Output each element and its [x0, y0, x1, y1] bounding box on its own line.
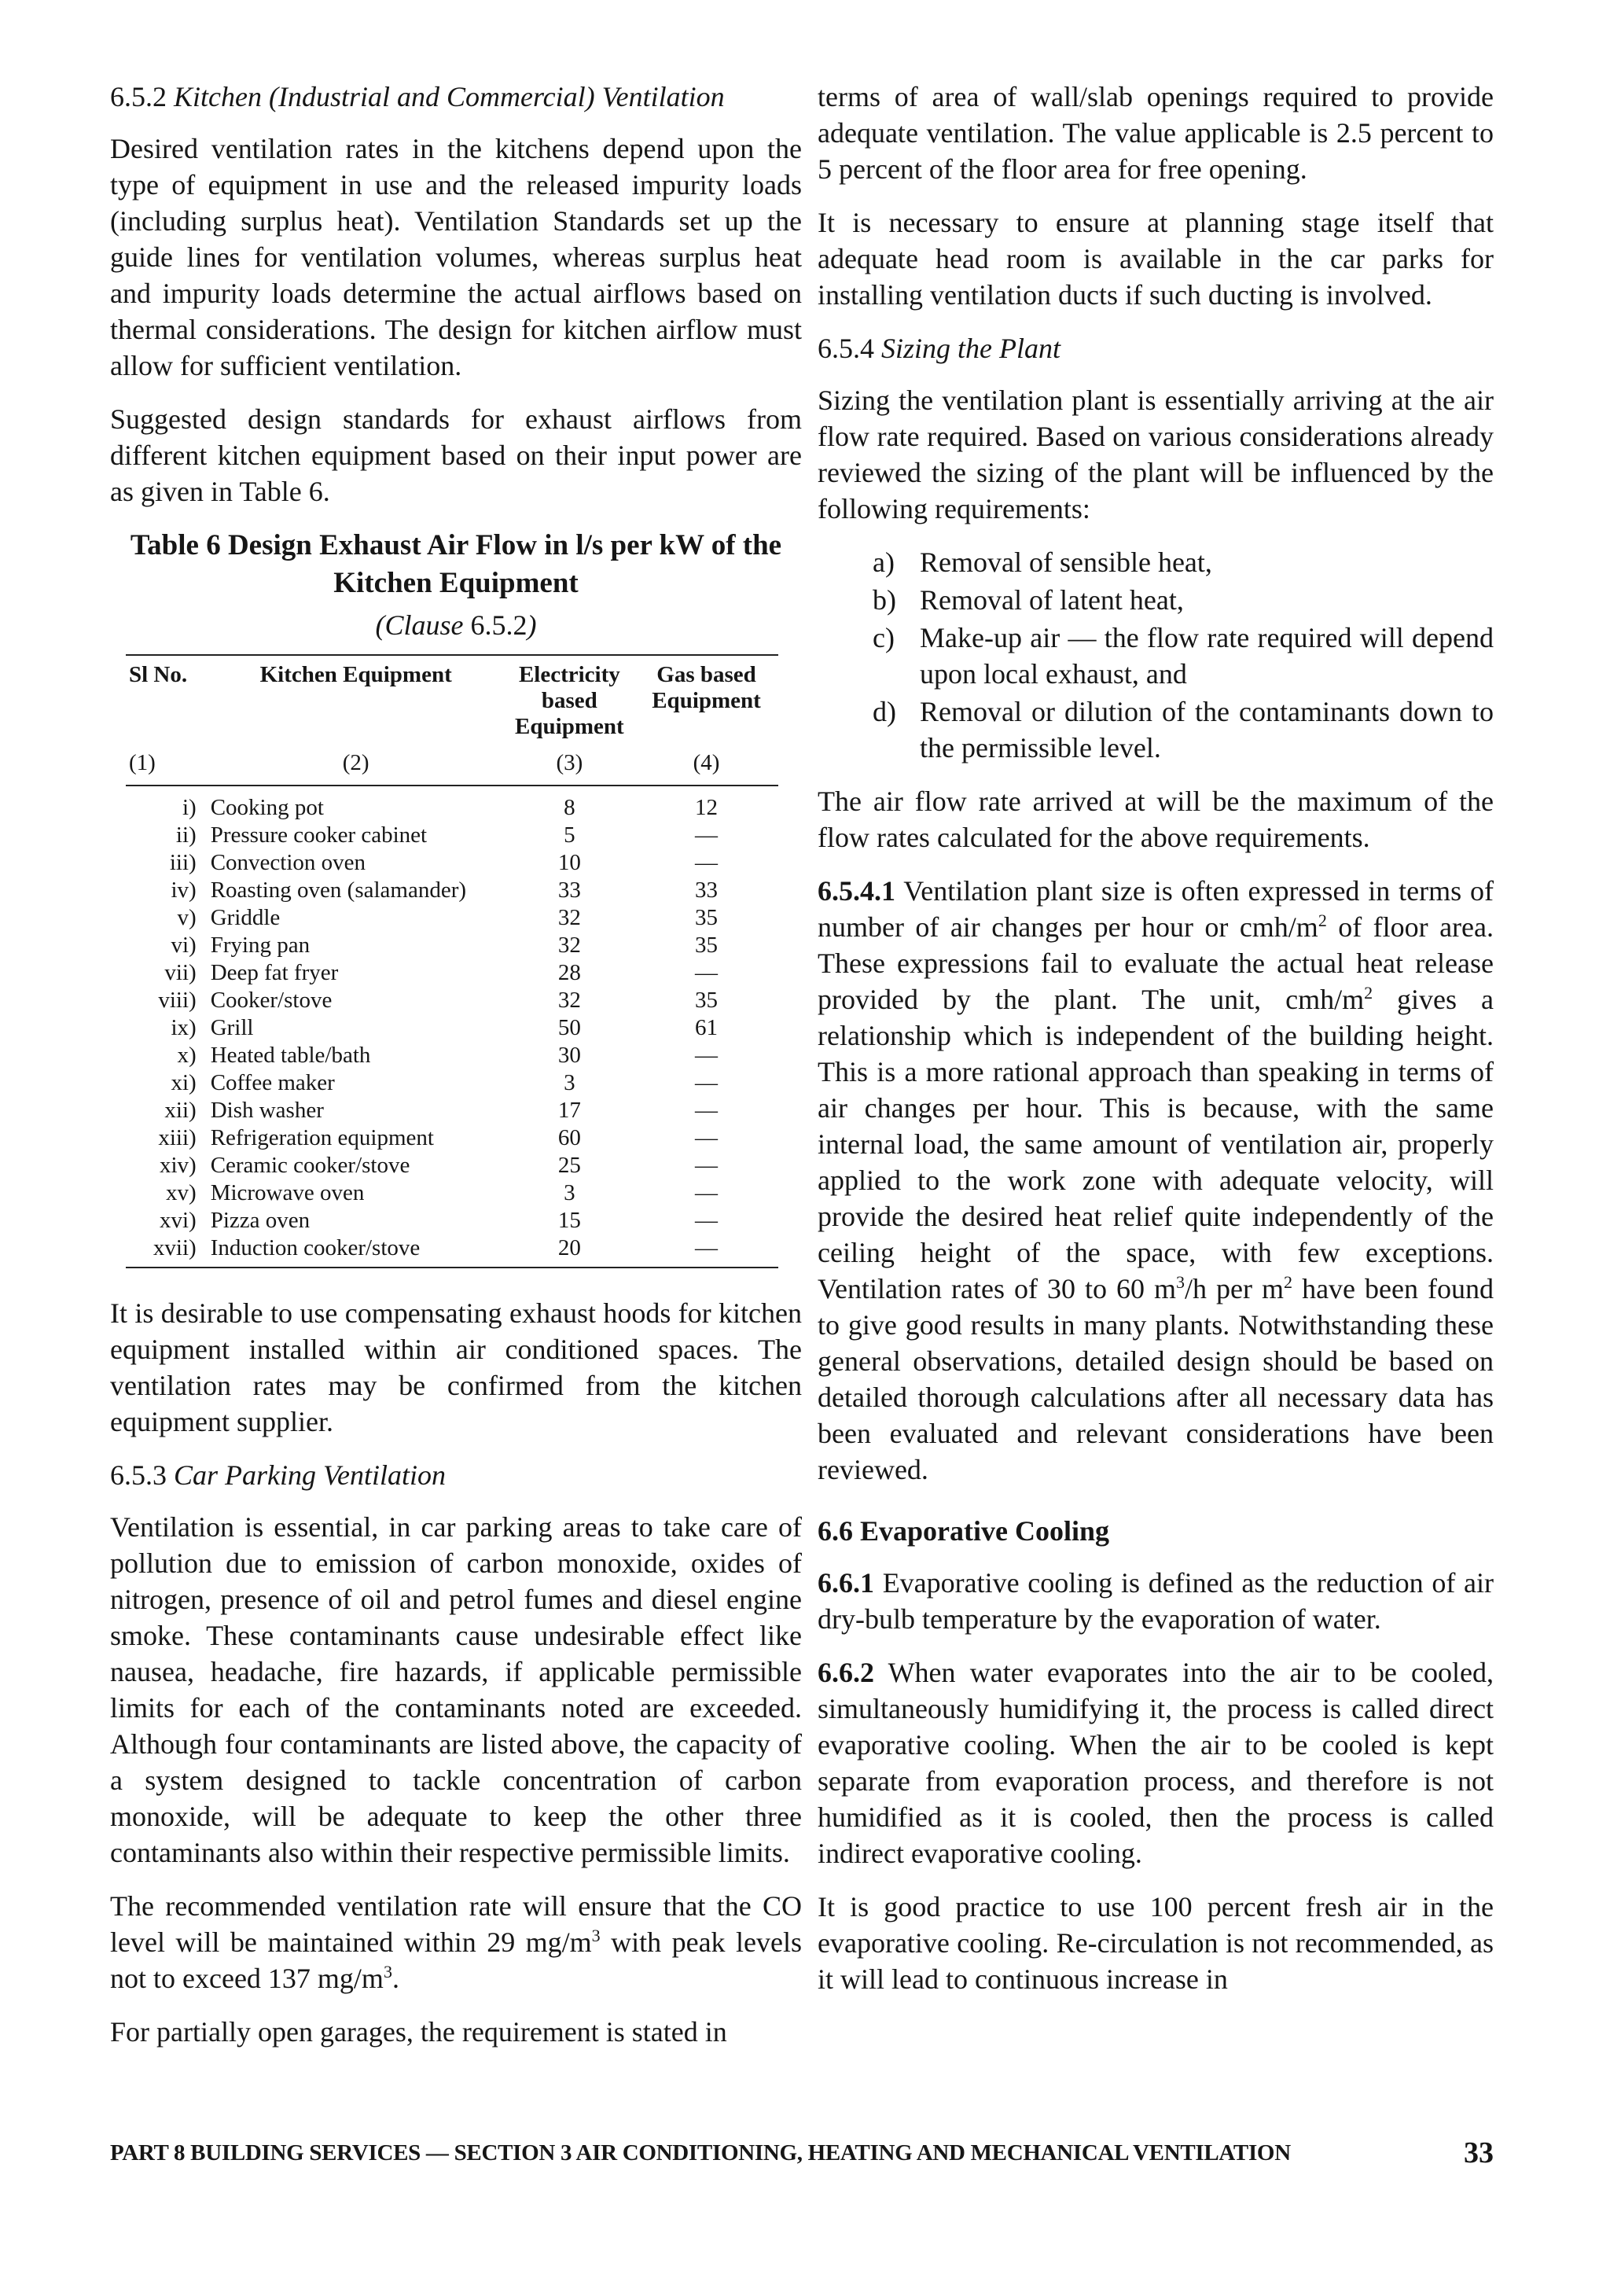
- table-row: [126, 1042, 778, 1069]
- clause-label: Clause: [384, 609, 464, 641]
- gas-cell: —: [695, 1125, 719, 1150]
- section-number: 6.5.4: [818, 333, 874, 364]
- header-electricity: Electricity based Equipment: [505, 655, 634, 745]
- electricity-cell: 32: [557, 933, 581, 958]
- superscript: 3: [383, 1962, 392, 1981]
- gas-cell: —: [695, 1070, 719, 1095]
- equipment-cell: Roasting oven (salamander): [210, 878, 467, 903]
- paragraph: It is necessary to ensure at planning stage itself that adequate head room is available in the car parks for installing ventilation ducts if such ducting is involved.: [818, 207, 1494, 311]
- gas-cell: —: [695, 960, 719, 985]
- equipment-cell: Convection oven: [210, 850, 366, 875]
- sl-no-cell: iii): [169, 850, 197, 875]
- electricity-cell: 60: [557, 1125, 581, 1150]
- paragraph: terms of area of wall/slab openings required to provide adequate ventilation. The value applicable is 2.5 percent to 5 percent of the floor area for free opening.: [818, 81, 1494, 185]
- gas-cell: —: [695, 1180, 719, 1205]
- list-item: [818, 694, 1494, 766]
- table-row: [126, 1152, 778, 1179]
- paragraph: For partially open garages, the requirement is stated in: [110, 2016, 727, 2048]
- equipment-cell: Cooking pot: [210, 795, 324, 820]
- gas-cell: —: [695, 850, 719, 875]
- table-clause: (Clause 6.5.2): [375, 609, 537, 641]
- superscript: 2: [1284, 1272, 1293, 1292]
- list-text: Make-up air — the flow rate required will depend upon local exhaust, and: [920, 622, 1494, 690]
- superscript: 2: [1318, 911, 1327, 930]
- requirements-list: [818, 544, 1494, 766]
- equipment-cell: Heated table/bath: [210, 1043, 371, 1068]
- table-row: [126, 1124, 778, 1152]
- text-run: of floor area. These expressions fail to evaluate the actual heat release provided by the plant. The unit, cmh/m: [818, 911, 1494, 1015]
- equipment-cell: Ceramic cooker/stove: [210, 1153, 410, 1178]
- gas-cell: —: [695, 822, 719, 848]
- paragraph: Suggested design standards for exhaust airflows from different kitchen equipment based on their input power are as given in Table 6.: [110, 403, 802, 507]
- left-column: [110, 79, 802, 2067]
- table-title: Table 6 Design Exhaust Air Flow in l/s per kW of the Kitchen Equipment: [130, 529, 782, 599]
- text-run: with peak levels not to exceed 137 mg/m: [110, 1926, 802, 1994]
- table-row: [126, 849, 778, 877]
- paragraph: Sizing the ventilation plant is essentially arriving at the air flow rate required. Based on various considerations already reviewed the sizing of the plant will be influenced by the following requirements:: [818, 385, 1494, 524]
- equipment-cell: Refrigeration equipment: [210, 1125, 434, 1150]
- gas-cell: —: [695, 1153, 719, 1178]
- col-index: (4): [634, 745, 778, 786]
- gas-cell: 35: [695, 905, 719, 930]
- table-index-row: [126, 745, 778, 786]
- section-heading-6-5-4: [818, 330, 1494, 366]
- sl-no-cell: xii): [164, 1098, 197, 1123]
- section-heading-6-6: [818, 1513, 1494, 1549]
- col-index: (1): [126, 745, 208, 786]
- section-title: Kitchen (Industrial and Commercial) Ventilation: [174, 81, 725, 112]
- equipment-cell: Frying pan: [210, 933, 311, 958]
- list-label: c): [873, 622, 895, 653]
- text-run: When water evaporates into the air to be cooled, simultaneously humidifying it, the process is called direct evaporative cooling. When the air to be cooled is kept separate from evaporation process, and therefore is not humidified as it is cooled, then the process is called indirect evaporative cooling.: [818, 1657, 1494, 1869]
- table-row: [126, 1014, 778, 1042]
- table-row: [126, 959, 778, 987]
- list-text: Removal of latent heat,: [920, 584, 1184, 616]
- section-number: 6.5.4.1: [818, 875, 895, 907]
- equipment-cell: Pizza oven: [210, 1208, 311, 1233]
- section-heading-6-5-3: [110, 1457, 802, 1493]
- equipment-cell: Griddle: [210, 905, 281, 930]
- text-run: /h per m: [1185, 1273, 1285, 1304]
- gas-cell: 33: [695, 878, 719, 903]
- table-body: [126, 786, 778, 1268]
- sl-no-cell: i): [182, 795, 197, 820]
- superscript: 3: [591, 1926, 601, 1945]
- table-row: [126, 1179, 778, 1207]
- paragraph: It is desirable to use compensating exhaust hoods for kitchen equipment installed within air conditioned spaces. The ventilation rates may be confirmed from the kitchen equipment supplier.: [110, 1297, 802, 1437]
- table-row: [126, 877, 778, 904]
- text-run: Ventilation plant size is often expressed in terms of number of air changes per hour or cmh/m: [818, 875, 1494, 943]
- sl-no-cell: xvi): [159, 1208, 197, 1233]
- sl-no-cell: xiv): [159, 1153, 197, 1178]
- text-run: Evaporative cooling is defined as the reduction of air dry-bulb temperature by the evaporation of water.: [818, 1567, 1494, 1635]
- sl-no-cell: v): [177, 905, 197, 930]
- equipment-cell: Cooker/stove: [210, 988, 333, 1013]
- sl-no-cell: ii): [175, 822, 197, 848]
- equipment-cell: Microwave oven: [210, 1180, 365, 1205]
- gas-cell: —: [695, 1098, 719, 1123]
- electricity-cell: 3: [564, 1180, 575, 1205]
- table-row: [126, 932, 778, 959]
- text-run: have been found to give good results in many plants. Notwithstanding these general observations, detailed design should be based on detailed thorough calculations after all necessary data has been evaluated and relevant considerations have been reviewed.: [818, 1273, 1494, 1485]
- equipment-cell: Induction cooker/stove: [208, 1234, 505, 1268]
- section-title: Car Parking Ventilation: [174, 1459, 446, 1491]
- electricity-cell: 33: [557, 878, 581, 903]
- paragraph: [110, 1888, 802, 1996]
- electricity-cell: 5: [564, 822, 575, 848]
- table-row: [126, 987, 778, 1014]
- superscript: 3: [1176, 1272, 1185, 1292]
- list-item: [818, 582, 1494, 618]
- list-label: b): [873, 584, 896, 616]
- paragraph-6-6-2: [818, 1654, 1494, 1871]
- sl-no-cell: xv): [166, 1180, 197, 1205]
- text-run: gives a relationship which is independent of the building height. This is a more rational approach than speaking in terms of air changes per hour. This is because, with the same internal load, the same amount of ventilation air, properly applied to the work zone with adequate velocity, will provide the desired heat relief quite independently of the ceiling height of the space, with few exceptions. Ventilation rates of 30 to 60 m: [818, 984, 1494, 1304]
- list-label: a): [873, 546, 895, 578]
- section-number: 6.5.2: [110, 81, 167, 112]
- electricity-cell: 20: [505, 1234, 634, 1268]
- section-title: Sizing the Plant: [881, 333, 1060, 364]
- section-title: Evaporative Cooling: [860, 1515, 1110, 1547]
- header-kitchen-equipment: Kitchen Equipment: [208, 655, 505, 745]
- equipment-cell: Coffee maker: [210, 1070, 335, 1095]
- gas-cell: 35: [695, 933, 719, 958]
- table-row: [126, 1234, 778, 1268]
- sl-no-cell: vi): [171, 933, 197, 958]
- electricity-cell: 8: [564, 795, 575, 820]
- text-run: .: [391, 1963, 399, 1994]
- page-number: 33: [1464, 2136, 1494, 2169]
- equipment-cell: Grill: [210, 1015, 254, 1040]
- kitchen-exhaust-table: [126, 654, 778, 1268]
- header-gas: Gas based Equipment: [634, 655, 778, 745]
- section-heading-6-5-2: [110, 79, 802, 115]
- electricity-cell: 17: [557, 1098, 581, 1123]
- equipment-cell: Dish washer: [210, 1098, 324, 1123]
- table-row: [126, 1207, 778, 1234]
- electricity-cell: 32: [557, 988, 581, 1013]
- paragraph-6-6-1: [818, 1565, 1494, 1637]
- paragraph: Desired ventilation rates in the kitchens depend upon the type of equipment in use and the released impurity loads (including surplus heat). Ventilation Standards set up the guide lines for ventilation volumes, whereas surplus heat and impurity loads determine the actual airflows based on thermal considerations. The design for kitchen airflow must allow for sufficient ventilation.: [110, 133, 802, 381]
- section-number: 6.5.3: [110, 1459, 167, 1491]
- electricity-cell: 50: [557, 1015, 581, 1040]
- gas-cell: —: [695, 1208, 719, 1233]
- col-index: (2): [208, 745, 505, 786]
- sl-no-cell: xi): [171, 1070, 197, 1095]
- sl-no-cell: iv): [171, 878, 197, 903]
- gas-cell: —: [634, 1234, 778, 1268]
- equipment-cell: Pressure cooker cabinet: [210, 822, 428, 848]
- list-item: [818, 620, 1494, 692]
- gas-cell: —: [695, 1043, 719, 1068]
- section-number: 6.6.2: [818, 1657, 874, 1688]
- electricity-cell: 15: [557, 1208, 581, 1233]
- section-number: 6.6.1: [818, 1567, 874, 1599]
- list-item: [818, 544, 1494, 580]
- paragraph: It is good practice to use 100 percent fresh air in the evaporative cooling. Re-circulation is not recommended, as it will lead to continuous increase in: [818, 1891, 1494, 1995]
- table-row: [126, 1069, 778, 1097]
- footer-text: PART 8 BUILDING SERVICES — SECTION 3 AIR CONDITIONING, HEATING AND MECHANICAL VENTILATION: [110, 2140, 1291, 2165]
- clause-number: 6.5.2: [470, 609, 527, 641]
- sl-no-cell: xvii): [126, 1234, 208, 1268]
- section-number: 6.6: [818, 1515, 853, 1547]
- paragraph-6-5-4-1: [818, 873, 1494, 1488]
- list-text: Removal of sensible heat,: [920, 546, 1212, 578]
- sl-no-cell: vii): [164, 960, 197, 985]
- superscript: 2: [1364, 983, 1373, 1003]
- electricity-cell: 30: [557, 1043, 581, 1068]
- list-label: d): [873, 696, 896, 727]
- electricity-cell: 10: [557, 850, 581, 875]
- table-row: [126, 904, 778, 932]
- gas-cell: 12: [695, 795, 719, 820]
- gas-cell: 61: [695, 1015, 719, 1040]
- table-row: [126, 822, 778, 849]
- paragraph: The air flow rate arrived at will be the maximum of the flow rates calculated for the above requirements.: [818, 786, 1494, 853]
- col-index: (3): [505, 745, 634, 786]
- list-text: Removal or dilution of the contaminants down to the permissible level.: [920, 696, 1494, 763]
- gas-cell: 35: [695, 988, 719, 1013]
- electricity-cell: 28: [557, 960, 581, 985]
- table-header-row: [126, 655, 778, 745]
- table-row: [126, 1097, 778, 1124]
- electricity-cell: 25: [557, 1153, 581, 1178]
- text-run: The recommended ventilation rate will ensure that the CO level will be maintained within 29 mg/m: [110, 1890, 802, 1958]
- sl-no-cell: viii): [158, 988, 197, 1013]
- equipment-cell: Deep fat fryer: [210, 960, 339, 985]
- sl-no-cell: ix): [171, 1015, 197, 1040]
- sl-no-cell: x): [177, 1043, 197, 1068]
- header-sl-no: Sl No.: [126, 655, 208, 745]
- table-row: [126, 786, 778, 822]
- paragraph: Ventilation is essential, in car parking areas to take care of pollution due to emission of carbon monoxide, oxides of nitrogen, presence of oil and petrol fumes and diesel engine smoke. These contaminants cause undesirable effect like nausea, headache, fire hazards, if applicable permissible limits for each of the contaminants noted are exceeded. Although four contaminants are listed above, the capacity of a system designed to tackle concentration of carbon monoxide, will be adequate to keep the other three contaminants also within their respective permissible limits.: [110, 1511, 802, 1868]
- sl-no-cell: xiii): [158, 1125, 197, 1150]
- right-column: [818, 79, 1494, 2015]
- electricity-cell: 32: [557, 905, 581, 930]
- electricity-cell: 3: [564, 1070, 575, 1095]
